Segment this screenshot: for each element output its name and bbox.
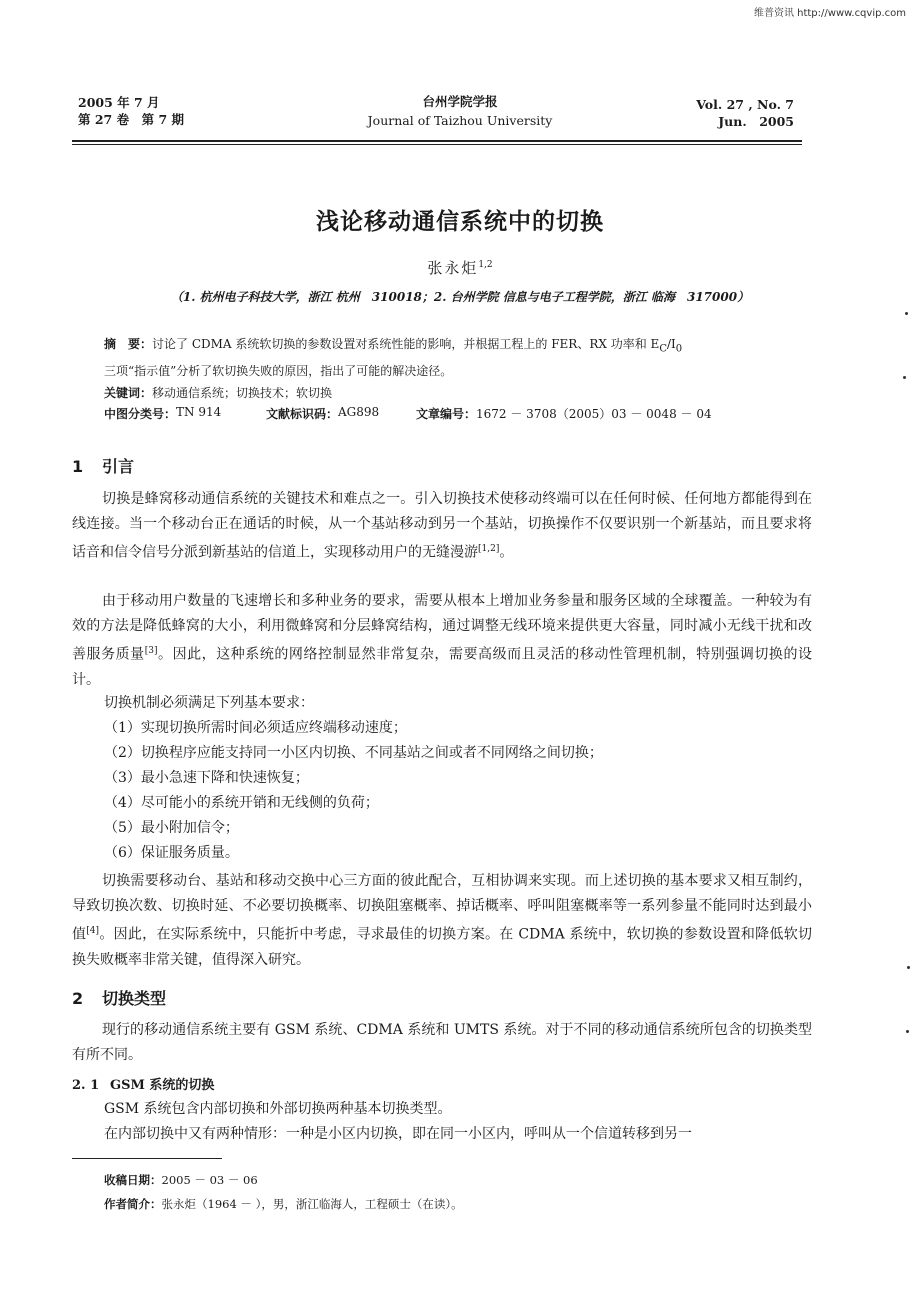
subsection-number: 2. 1 (72, 1078, 100, 1093)
section-2-heading (72, 986, 166, 1009)
clc-label: 中图分类号： (104, 407, 177, 421)
article-title: 浅论移动通信系统中的切换 (316, 209, 604, 235)
doc-code (266, 405, 380, 422)
keywords-text: 移动通信系统；切换技术；软切换 (152, 386, 333, 401)
watermark: 维普资讯 http://www.cqvip.com (753, 8, 906, 19)
paragraph-text: 由于移动用户数量的飞速增长和多种业务的要求，需要从根本上增加业务参量和服务区域的全球覆盖。一种较为有效的方法是降低蜂窝的大小，利用微蜂窝和分层蜂窝结构，通过调整无线环境来提供更大容量，同时减小无线干扰和改善服务质量 (72, 593, 812, 663)
bio-value: 张永炬（1964 － ），男，浙江临海人，工程硕士（在读）。 (161, 1197, 463, 1211)
paragraph-5: 现行的移动通信系统主要有 GSM 系统、CDMA 系统和 UMTS 系统。对于不同的移动通信系统所包含的切换类型有所不同。 (72, 1022, 812, 1063)
section-number: 1 (72, 457, 84, 476)
citation: [4] (86, 926, 100, 936)
article-no-label: 文章编号： (416, 407, 477, 421)
affiliation: （1. 杭州电子科技大学，浙江 杭州 310018；2. 台州学院 信息与电子工程学院，浙江 临海 317000） (170, 290, 750, 304)
author-affil-ref: 1,2 (478, 260, 493, 270)
abstract-io: /I (666, 337, 676, 351)
list-item: （4）尽可能小的系统开销和无线侧的负荷； (104, 795, 379, 811)
section-title: 引言 (102, 457, 135, 476)
header-rule-thick (72, 140, 802, 142)
list-item: （3）最小急速下降和快速恢复； (104, 770, 309, 786)
scan-speck (905, 312, 908, 315)
journal-issue-en (696, 96, 794, 130)
abstract (104, 333, 804, 404)
header-rule-thin (72, 144, 802, 145)
io-subscript: 0 (675, 343, 683, 355)
footnote-rule (72, 1158, 222, 1159)
author-name: 张永炬 (427, 259, 479, 277)
issue-date: 2005 年 7 月 (78, 95, 160, 110)
bio-label: 作者简介： (104, 1197, 162, 1211)
citation: [3] (144, 646, 158, 656)
clc-value: TN 914 (176, 405, 222, 419)
paragraph-2 (72, 589, 812, 693)
section-title: 切换类型 (102, 989, 167, 1008)
paragraph-6: GSM 系统包含内部切换和外部切换两种基本切换类型。 (104, 1101, 452, 1117)
journal-name-cn: 台州学院学报 (422, 94, 498, 109)
volume-issue-cn: 第 27 卷 第 7 期 (78, 112, 184, 127)
received-value: 2005 － 03 － 06 (161, 1173, 258, 1187)
scan-speck (907, 966, 910, 969)
list-item: （2）切换程序应能支持同一小区内切换、不同基站之间或者不同网络之间切换； (104, 745, 603, 761)
author-bio (104, 1194, 463, 1214)
received-date (104, 1170, 258, 1190)
paragraph-end: 。 (499, 544, 514, 561)
paragraph-4 (72, 869, 812, 973)
paragraph-1 (72, 487, 812, 566)
author-line (0, 257, 920, 278)
keywords-label: 关键词： (104, 386, 153, 401)
scan-speck (903, 376, 906, 379)
paragraph-text: 切换是蜂窝移动通信系统的关键技术和难点之一。引入切换技术使移动终端可以在任何时候、任何地方都能得到在线连接。当一个移动台正在通话的时候，从一个基站移动到另一个基站，切换操作不仅要识别一个新基站，而且要求将话音和信令信号分派到新基站的信道上，实现移动用户的无缝漫游 (72, 491, 812, 561)
citation: [1,2] (478, 544, 500, 554)
abstract-label: 摘 要： (104, 337, 153, 351)
issue-date-en: Jun. 2005 (718, 114, 794, 129)
list-item: （1）实现切换所需时间必须适应终端移动速度； (104, 720, 407, 736)
paragraph-end: 。因此，这种系统的网络控制显然非常复杂，需要高级而且灵活的移动性管理机制，特别强调切换的设计。 (72, 646, 813, 688)
requirements-intro: 切换机制必须满足下列基本要求： (104, 695, 314, 711)
subsection-title: GSM 系统的切换 (110, 1078, 215, 1093)
abstract-line-2: 三项“指示值”分析了软切换失败的原因，指出了可能的解决途径。 (104, 364, 453, 379)
received-label: 收稿日期： (104, 1173, 162, 1187)
list-item: （6）保证服务质量。 (104, 845, 239, 861)
ec-subscript: C (659, 343, 667, 355)
doc-label: 文献标识码： (266, 407, 339, 421)
volume-issue-en: Vol. 27 , No. 7 (696, 97, 794, 112)
subsection-2-1-heading (72, 1074, 214, 1093)
paragraph-7: 在内部切换中又有两种情形：一种是小区内切换，即在同一小区内，呼叫从一个信道转移到另一 (104, 1126, 692, 1142)
clc-code (104, 405, 222, 422)
article-number (416, 405, 712, 422)
keywords (104, 382, 804, 404)
article-no-value: 1672 － 3708（2005）03 － 0048 － 04 (476, 407, 712, 421)
paragraph-text: 切换需要移动台、基站和移动交换中心三方面的彼此配合，互相协调来实现。而上述切换的基本要求又相互制约，导致切换次数、切换时延、不必要切换概率、切换阻塞概率、掉话概率、呼叫阻塞概率等一系列参量不能同时达到最小值 (72, 873, 812, 943)
section-1-heading (72, 454, 134, 477)
scan-speck (906, 1030, 909, 1033)
journal-name-en: Journal of Taizhou University (367, 113, 553, 128)
paragraph-end: 。因此，在实际系统中，只能折中考虑，寻求最佳的切换方案。在 CDMA 系统中，软切换的参数设置和降低软切换失败概率非常关键，值得深入研究。 (72, 926, 813, 968)
section-number: 2 (72, 989, 84, 1008)
abstract-line-1 (104, 333, 804, 360)
abstract-text-1: 讨论了 CDMA 系统软切换的参数设置对系统性能的影响，并根据工程上的 FER、RX 功率和 E (152, 337, 660, 351)
doc-value: AG898 (338, 405, 380, 419)
list-item: （5）最小附加信令； (104, 820, 239, 836)
